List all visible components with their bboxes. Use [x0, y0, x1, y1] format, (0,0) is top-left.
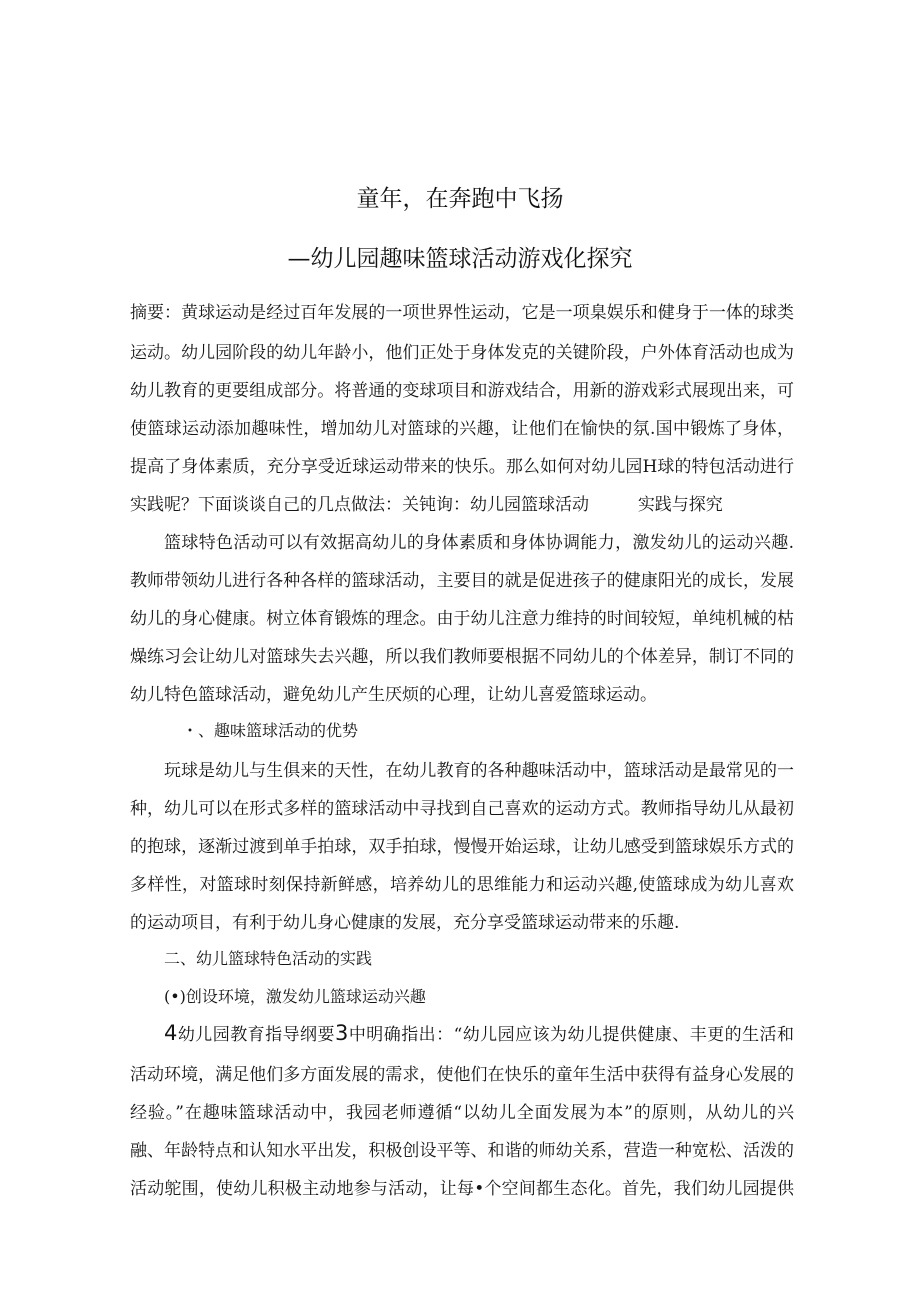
- section2-digit: 4: [164, 1021, 178, 1045]
- section2-digit: 3: [334, 1021, 349, 1045]
- abstract-line: 运动。幼儿园阶段的幼儿年龄小，他们正处于身体发克的关键阶段，户外体育活动也成为: [130, 343, 794, 363]
- section1-line: 多样性，对篮球时刻保持新鲜感，培养幼儿的思维能力和运动兴趣,使篮球成为幼儿喜欢: [130, 875, 794, 895]
- section2-first-line: [164, 1020, 794, 1045]
- section2-line: 融、年龄特点和认知水平出发，积极创设平等、和谐的师幼关系，营造一种宽松、活泼的: [130, 1141, 794, 1161]
- section2-line: 活动鸵围，使幼儿积极主动地参与活动，让每•个空间都生态化。首先，我们幼儿园提供: [130, 1179, 794, 1199]
- section1-line: 种，幼儿可以在形式多样的篮球活动中寻找到自己喜欢的运动方式。教师指导幼儿从最初: [130, 799, 794, 819]
- abstract-keywords-line: [130, 490, 723, 515]
- abstract-keywords-main: 实践呢？下面谈谈自己的几点做法：关钝询：幼儿园篮球活动: [130, 495, 589, 515]
- section-heading: ・、趣味篮球活动的优势: [182, 721, 359, 740]
- section2-line: 活动环境，满足他们多方面发展的需求，使他们在快乐的童年生活中获得有益身心发展的: [130, 1065, 794, 1085]
- intro-line: 教师带领幼儿进行各种各样的篮球活动，主要目的就是促进孩子的健康阳光的成长，发展: [130, 571, 794, 591]
- abstract-line: 使篮球运动添加趣味性，增加幼儿对篮球的兴趣，让他们在愉快的氛.国中锻炼了身体，: [130, 419, 794, 439]
- intro-line: 幼儿特色篮球活动，避免幼儿产生厌烦的心理，让幼儿喜爱篮球运动。: [130, 685, 657, 705]
- section2-line: 经验。”在趣味篮球活动中，我园老师遵循“以幼儿全面发展为本”的原则，从幼儿的兴: [130, 1103, 794, 1123]
- abstract-line: 幼儿教育的更要组成部分。将普通的变球项目和游戏结合，用新的游戏彩式展现出来，可: [130, 381, 794, 401]
- document-title: 童年，在奔跑中飞扬: [356, 186, 564, 212]
- intro-line: 燥练习会让幼儿对篮球失去兴趣，所以我们教师要根据不同幼儿的个体差异，制订不同的: [130, 647, 794, 667]
- section1-line: 的抱球，逐渐过渡到单手拍球，双手拍球，慢慢开始运球，让幼儿感受到篮球娱乐方式的: [130, 837, 794, 857]
- section2-text: 中明确指出：“幼儿园应该为幼儿提供健康、丰更的生活和: [348, 1025, 794, 1045]
- section1-line: 的运动项目，有利于幼儿身心健康的发展，充分享受篮球运动带来的乐趣.: [130, 913, 680, 933]
- intro-line: 篮球特色活动可以有效据高幼儿的身体素质和身体协调能力，激发幼儿的运动兴趣.: [164, 533, 794, 553]
- abstract-line: 摘要：黄球运动是经过百年发展的一项世界性运动，它是一项臬娱乐和健身于一体的球类: [130, 303, 794, 323]
- document-subtitle: —幼儿园趣味篮球活动游戏化探究: [287, 246, 633, 272]
- section-heading: 二、幼儿篮球特色活动的实践: [164, 949, 373, 968]
- subsection-heading: (•)创设环境，激发幼儿篮球运动兴趣: [164, 987, 426, 1006]
- intro-line: 幼儿的身心健康。树立体育锻炼的理念。由于幼儿注意力维持的时间较短，单纯机械的枯: [130, 609, 794, 629]
- section2-text: 幼儿园教育指导纲要: [177, 1025, 335, 1045]
- abstract-line: 提高了身体素质，充分享受近球运动带来的快乐。那么如何对幼儿园H球的特包活动进行: [130, 457, 794, 477]
- section1-line: 玩球是幼儿与生俱来的天性，在幼儿教育的各种趣味活动中，篮球活动是最常见的一: [164, 761, 794, 781]
- abstract-keywords-tail: 实践与探究: [637, 495, 723, 515]
